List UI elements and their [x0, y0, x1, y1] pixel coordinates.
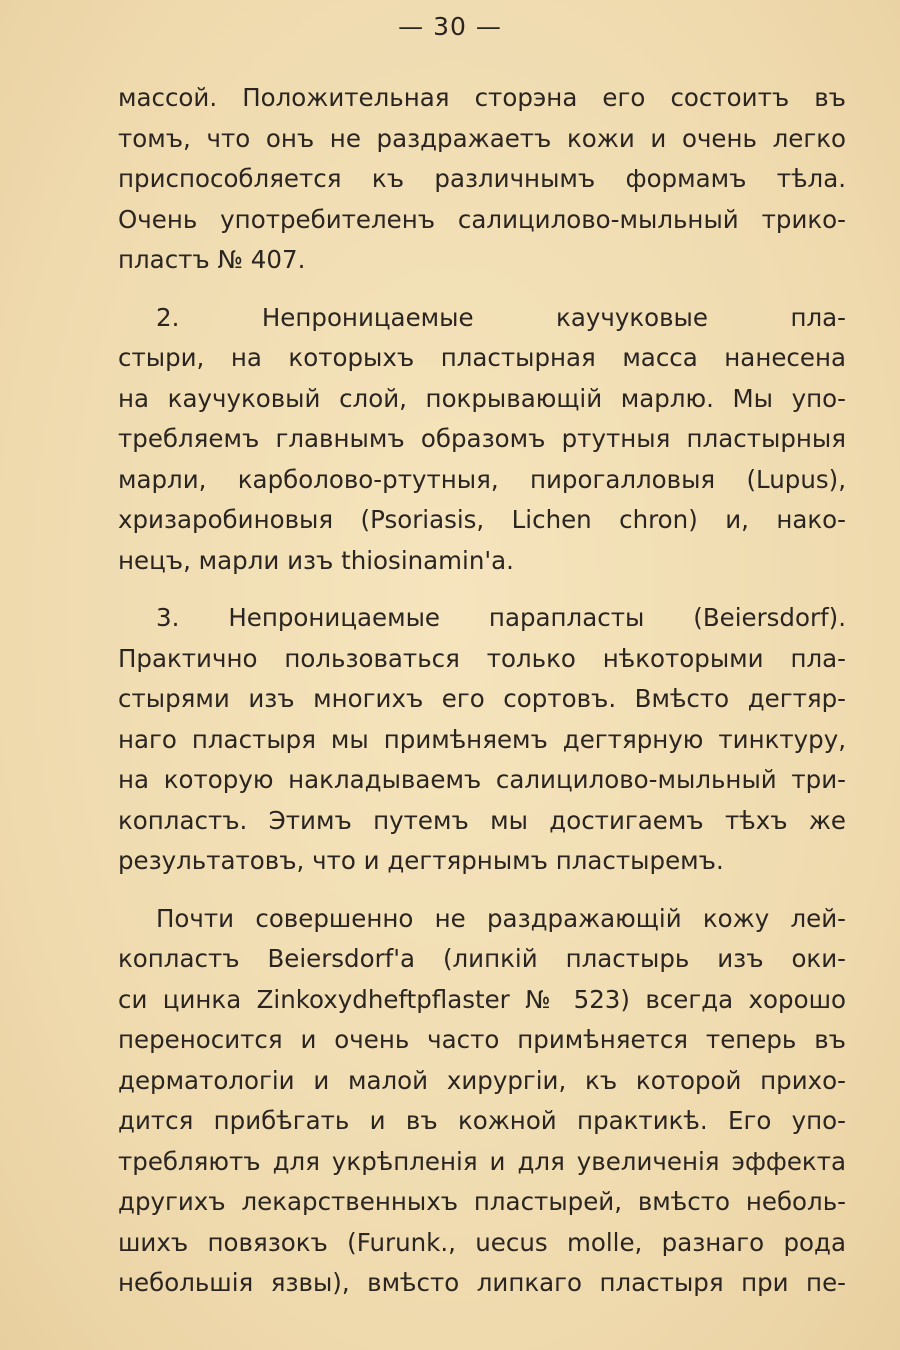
text-line: нецъ, марли изъ thiosinamin'a.: [118, 545, 514, 575]
text-line: на которую накладываемъ салицилово-мыльный три-: [118, 765, 846, 794]
text-line: результатовъ, что и дегтярнымъ пластыремъ.: [118, 846, 724, 875]
text-line: другихъ лекарственныхъ пластырей, вмѣсто неболь-: [118, 1187, 846, 1216]
text-line: дится прибѣгать и въ кожной практикѣ. Его упо-: [118, 1106, 846, 1135]
text-line: небольшія язвы), вмѣсто липкаго пластыря при пе-: [118, 1268, 846, 1297]
text-line: копластъ Beiersdorf'a (липкій пластырь изъ оки-: [118, 944, 846, 973]
text-line: стырями изъ многихъ его сортовъ. Вмѣсто дегтяр-: [118, 684, 846, 713]
text-line: требляемъ главнымъ образомъ ртутныя пластырныя: [118, 424, 846, 453]
text-line: на каучуковый слой, покрывающій марлю. Мы упо-: [118, 383, 846, 413]
text-line: массой. Положительная сторэна его состоитъ въ: [118, 83, 846, 112]
page-number: — 30 —: [398, 12, 502, 41]
text-line: шихъ повязокъ (Furunk., uecus molle, разнаго рода: [118, 1227, 846, 1257]
text-line: требляютъ для укрѣпленія и для увеличенія эффекта: [118, 1146, 846, 1176]
text-line: Очень употребителенъ салицилово-мыльный трико-: [118, 204, 846, 234]
text-line: пластъ № 407.: [118, 245, 306, 274]
text-line: 3. Непроницаемые парапласты (Beiersdorf).: [156, 603, 846, 632]
text-line: приспособляется къ различнымъ формамъ тѣла.: [118, 164, 846, 193]
text-line: Практично пользоваться только нѣкоторыми пла-: [118, 643, 846, 673]
text-line: Почти совершенно не раздражающій кожу лей-: [156, 903, 846, 933]
paragraph-4: [118, 899, 846, 1304]
text-line: переносится и очень часто примѣняется теперь въ: [118, 1025, 846, 1054]
text-line: наго пластыря мы примѣняемъ дегтярную тинктуру,: [118, 724, 846, 754]
text-line: стыри, на которыхъ пластырная масса нанесена: [118, 343, 846, 372]
page-body: [118, 78, 846, 1304]
text-line: копластъ. Этимъ путемъ мы достигаемъ тѣхъ же: [118, 805, 846, 835]
paragraph-3: [118, 598, 846, 882]
paragraph-2: [118, 298, 846, 582]
text-line: томъ, что онъ не раздражаетъ кожи и очень легко: [118, 123, 846, 153]
paragraph-1: [118, 78, 846, 281]
text-line: си цинка Zinkoxydheftpflaster № 523) всегда хорошо: [118, 984, 846, 1014]
text-line: марли, карболово-ртутныя, пирогалловыя (Lupus),: [118, 464, 846, 494]
text-line: дерматологіи и малой хирургіи, къ которой прихо-: [118, 1065, 846, 1095]
text-line: хризаробиновыя (Psoriasis, Lichen chron) и, нако-: [118, 505, 846, 534]
text-line: 2. Непроницаемые каучуковые пла-: [156, 302, 846, 332]
